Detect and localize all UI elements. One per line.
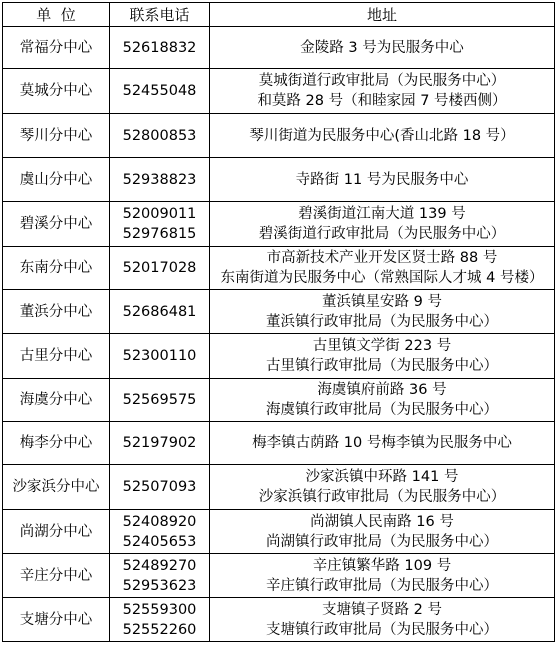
address-line: 辛庄镇繁华路 109 号 [312,557,452,574]
service-center-table [2,2,555,642]
phone-number: 52197902 [122,435,197,451]
unit-cell: 古里分中心 [3,334,110,379]
address-line: 海虞镇府前路 36 号 [317,382,447,398]
address-line: 东南街道为民服务中心（常熟国际人才城 4 号楼） [220,270,544,286]
unit-cell: 常福分中心 [3,27,110,69]
address-line: 碧溪街道行政审批局（为民服务中心） [258,226,506,242]
unit-cell: 尚湖分中心 [3,510,110,554]
table-row [3,114,555,158]
table-row [3,554,555,598]
address-cell [210,554,555,598]
address-line: 市高新技术产业开发区贤士路 88 号 [266,250,498,266]
header-unit: 单 位 [3,3,110,27]
unit-cell: 梅李分中心 [3,422,110,465]
unit-cell: 碧溪分中心 [3,202,110,247]
table-row [3,202,555,247]
address-line: 古里镇文学街 223 号 [312,338,452,354]
address-cell [210,158,555,202]
phone-number: 52618832 [122,39,197,56]
address-line: 古里镇行政审批局（为民服务中心） [266,358,498,374]
phone-cell [110,114,210,158]
address-cell [210,247,555,290]
address-line: 碧溪街道江南大道 139 号 [298,206,466,222]
phone-number: 52552260 [122,621,197,638]
phone-cell [110,465,210,510]
phone-number: 52455048 [122,83,197,99]
phone-cell [110,158,210,202]
address-line: 辛庄镇行政审批局（为民服务中心） [266,577,498,594]
address-line: 沙家浜镇行政审批局（为民服务中心） [258,489,506,505]
unit-cell: 海虞分中心 [3,379,110,422]
table-row [3,247,555,290]
phone-cell [110,247,210,290]
phone-number: 52489270 [122,557,197,574]
address-cell [210,465,555,510]
address-cell [210,334,555,379]
phone-cell [110,598,210,642]
table-row [3,510,555,554]
address-cell [210,290,555,334]
address-line: 梅李镇古荫路 10 号梅李镇为民服务中心 [252,435,512,451]
address-cell [210,69,555,114]
phone-cell [110,334,210,379]
phone-number: 52938823 [122,171,197,188]
phone-cell [110,554,210,598]
phone-number: 52569575 [122,392,197,408]
table-row [3,158,555,202]
phone-number: 52953623 [122,577,197,594]
address-line: 沙家浜镇中环路 141 号 [305,469,459,485]
table-row [3,465,555,510]
table-row [3,379,555,422]
address-line: 琴川街道为民服务中心(香山北路 18 号） [249,127,515,144]
phone-number: 52405653 [122,533,197,550]
table-row [3,334,555,379]
phone-number: 52686481 [122,303,197,320]
header-phone: 联系电话 [110,3,210,27]
address-line: 尚湖镇人民南路 16 号 [310,513,454,530]
phone-number: 52009011 [122,206,197,222]
table-row [3,598,555,642]
phone-number: 52507093 [122,479,197,495]
address-line: 董浜镇星安路 9 号 [322,293,442,310]
phone-number: 52017028 [122,260,197,276]
unit-cell: 琴川分中心 [3,114,110,158]
phone-cell [110,422,210,465]
address-cell [210,114,555,158]
phone-number: 52976815 [122,226,197,242]
phone-number: 52800853 [122,127,197,144]
address-cell [210,379,555,422]
phone-cell [110,27,210,69]
phone-cell [110,202,210,247]
address-line: 和莫路 28 号（和睦家园 7 号楼西侧） [257,93,507,109]
unit-cell: 虞山分中心 [3,158,110,202]
table-row [3,290,555,334]
address-line: 莫城街道行政审批局（为民服务中心） [258,73,506,89]
address-cell [210,510,555,554]
address-line: 支塘镇行政审批局（为民服务中心） [266,621,498,638]
phone-number: 52408920 [122,513,197,530]
unit-cell: 沙家浜分中心 [3,465,110,510]
address-cell [210,598,555,642]
address-line: 海虞镇行政审批局（为民服务中心） [266,402,498,418]
phone-number: 52300110 [122,348,197,364]
address-cell [210,27,555,69]
table-row [3,422,555,465]
address-line: 寺路街 11 号为民服务中心 [295,171,469,188]
header-address: 地址 [210,3,555,27]
unit-cell: 莫城分中心 [3,69,110,114]
phone-cell [110,510,210,554]
phone-cell [110,69,210,114]
address-cell [210,202,555,247]
table-row [3,69,555,114]
unit-cell: 支塘分中心 [3,598,110,642]
address-line: 尚湖镇行政审批局（为民服务中心） [266,533,498,550]
address-cell [210,422,555,465]
phone-cell [110,379,210,422]
phone-number: 52559300 [122,601,197,618]
table-row [3,27,555,69]
address-line: 金陵路 3 号为民服务中心 [300,39,464,56]
unit-cell: 东南分中心 [3,247,110,290]
table-header-row [3,3,555,27]
address-line: 董浜镇行政审批局（为民服务中心） [266,313,498,330]
unit-cell: 辛庄分中心 [3,554,110,598]
unit-cell: 董浜分中心 [3,290,110,334]
phone-cell [110,290,210,334]
address-line: 支塘镇子贤路 2 号 [322,601,442,618]
